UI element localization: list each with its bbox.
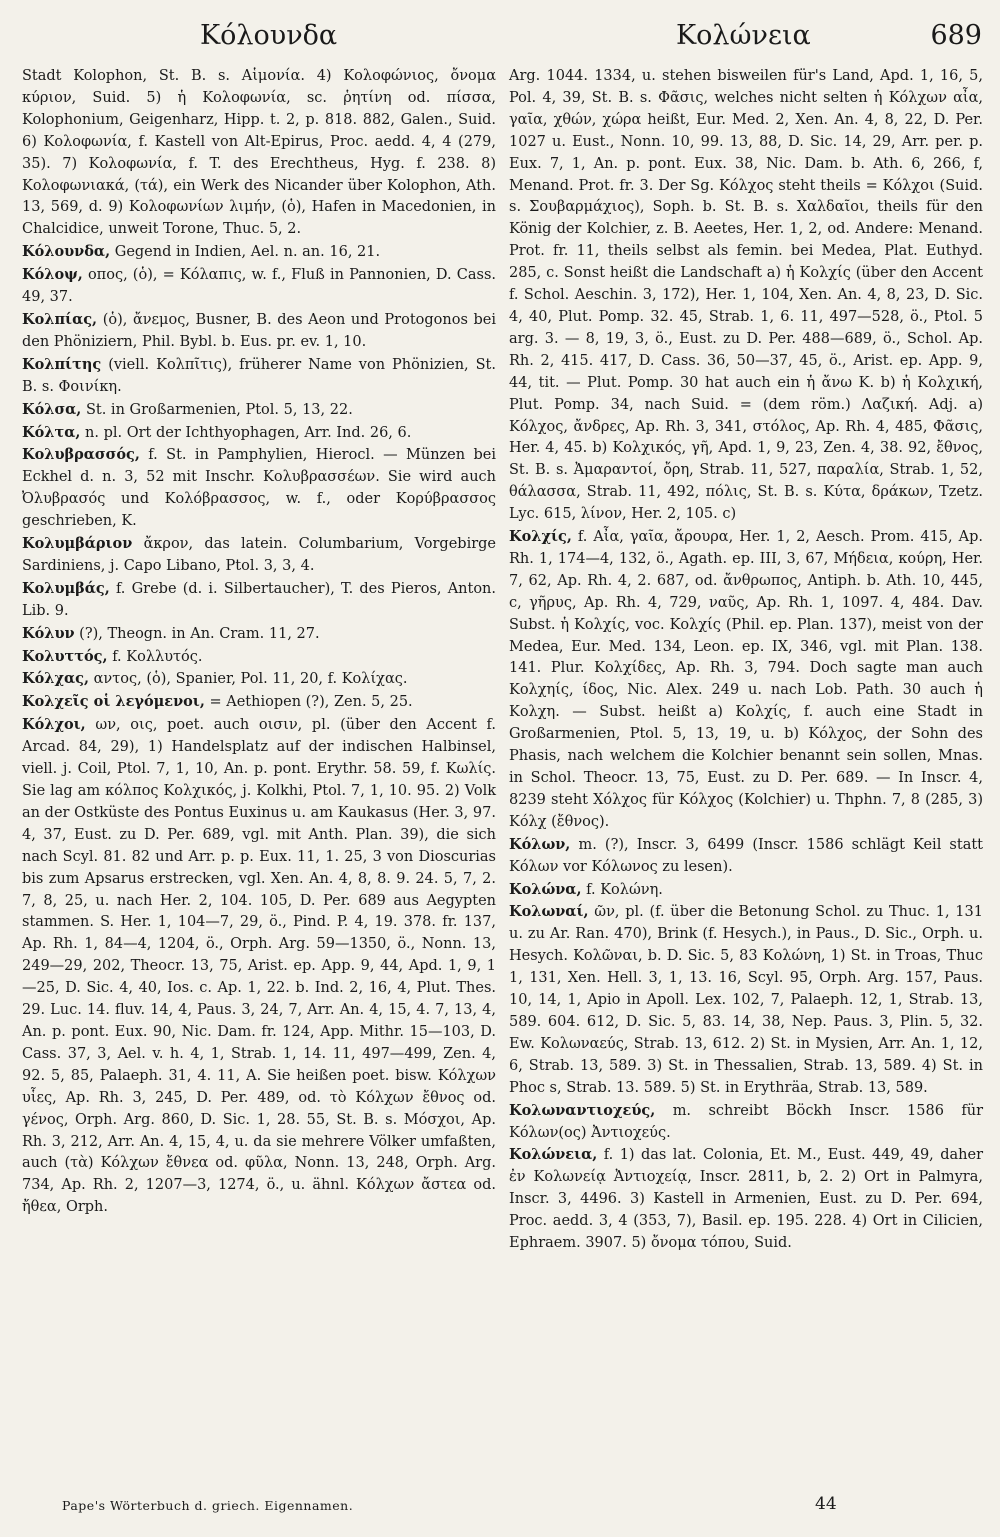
running-head-left: Κόλουνδα	[200, 20, 338, 51]
dictionary-entry	[509, 66, 983, 526]
dictionary-entry	[22, 444, 496, 533]
entry-text: Gegend in Indien, Ael. n. an. 16, 21.	[114, 244, 381, 261]
left-column	[22, 66, 496, 1219]
entry-headword: Κόλοψ,	[22, 266, 83, 284]
page-footer	[0, 1490, 1000, 1530]
entry-headword: Κολυττός,	[22, 647, 108, 665]
entry-text: f. 1) das lat. Colonia, Et. M., Eust. 449, 49, daher ἐν Κολωνείᾳ Ἀντιοχείᾳ, Inscr. 2811, b, 2. 2) Ort in Palmyra, Inscr. 3, 4496. 3) Kastell in Armenien, Eust. zu D. Per. 694, Proc. aedd. 3, 4 (353, 7), Basil. ep. 195. 228. 4) Ort in Cilicien, Ephraem. 3907. 5) ὄνομα τόπου, Suid.	[509, 1147, 983, 1252]
entry-headword: Κόλων,	[509, 835, 571, 853]
dictionary-entry	[22, 354, 496, 399]
entry-text: f. St. in Pamphylien, Hierocl. — Münzen bei Eckhel d. n. 3, 52 mit Inschr. Κολυβρασσέων. Sie wird auch Ὀλυβρασός und Κολόβρασσος, w. f., oder Κορύβρασσος geschrieben, K.	[22, 447, 496, 530]
dictionary-entry	[22, 66, 496, 241]
entry-headword: Κόλχας,	[22, 670, 90, 688]
entry-text: St. in Großarmenien, Ptol. 5, 13, 22.	[85, 401, 353, 418]
entry-headword: Κόλχοι,	[22, 716, 86, 734]
dictionary-entry	[509, 1100, 983, 1145]
dictionary-entry	[22, 646, 496, 669]
entry-text: αντος, (ὁ), Spanier, Pol. 11, 20, f. Κολίχας.	[93, 671, 408, 688]
entry-headword: Κολχίς,	[509, 528, 572, 546]
dictionary-entry	[509, 834, 983, 879]
page-number: 689	[930, 20, 982, 51]
entry-text: (viell. Κολπῖτις), früherer Name von Phönizien, St. B. s. Φοινίκη.	[22, 356, 496, 395]
dictionary-entry	[509, 526, 983, 834]
entry-text: m. schreibt Böckh Inscr. 1586 für Κόλων(ος) Ἀντιοχεύς.	[509, 1102, 984, 1141]
dictionary-entry	[22, 241, 496, 264]
entry-text: ων, οις, poet. auch οισιν, pl. (über den Accent f. Arcad. 84, 29), 1) Handelsplatz auf der indischen Halbinsel, viell. j. Coil, Ptol. 7, 1, 10, An. p. pont. Erythr. 58. 59, f. Κωλίς. Sie lag am κόλπος Κολχικός, j. Kolkhi, Ptol. 7, 1, 10. 95. 2) Volk an der Ostküste des Pontus Euxinus u. am Kaukasus (Her. 3, 97. 4, 37, Eust. zu D. Per. 689, vgl. mit Anth. Plan. 39), die sich nach Scyl. 81. 82 und Arr. p. p. Eux. 11, 1. 25, 3 von Dioscurias bis zum Apsarus erstrecken, vgl. Xen. An. 4, 8, 8. 9. 24. 5, 7, 2. 7, 8, 25, u. nach Her. 2, 104. 105, D. Per. 689 aus Aegypten stammen. S. Her. 1, 104—7, 29, ö., Pind. P. 4, 19. 378. fr. 137, Ap. Rh. 1, 84—4, 1204, ö., Orph. Arg. 59—1350, ö., Nonn. 13, 249—29, 202, Theocr. 13, 75, Arist. ep. App. 9, 44, Apd. 1, 9, 1—25, D. Sic. 4, 40, Ios. c. Ap. 1, 22. b. Ind. 2, 16, 4, Plut. Thes. 29. Luc. 14. fluv. 14, 4, Paus. 3, 24, 7, Arr. An. 4, 15, 4. 7, 13, 4, An. p. pont. Eux. 90, Nic. Dam. fr. 124, App. Mithr. 15—103, D. Cass. 37, 3, Ael. v. h. 4, 1, Strab. 1, 14. 11, 497—499, Zen. 4, 92. 5, 85, Palaeph. 31, 4. 11, A. Sie heißen poet. bisw. Κόλχων υἷες, Ap. Rh. 3, 245, D. Per. 489, od. τὸ Κόλχων ἔθνος od. γένος, Orph. Arg. 860, D. Sic. 1, 28. 55, St. B. s. Μόσχοι, Ap. Rh. 3, 212, Arr. An. 4, 15, 4, u. da sie mehrere Völker umfaßten, auch (τὰ) Κόλχων ἔθνεα od. φῦλα, Nonn. 13, 248, Orph. Arg. 734, Ap. Rh. 2, 1207—3, 1274, ö., u. ähnl. Κόλχων ἄστεα od. ἤθεα, Orph.	[22, 717, 496, 1216]
dictionary-entry	[509, 901, 983, 1099]
dictionary-entry	[22, 668, 496, 691]
footer-source-line: Pape's Wörterbuch d. griech. Eigennamen.	[62, 1498, 354, 1513]
entry-text: f. Αἶα, γαῖα, ἄρουρα, Her. 1, 2, Aesch. Prom. 415, Ap. Rh. 1, 174—4, 132, ö., Agath. ep. III, 3, 67, Μήδεια, κούρη, Her. 7, 62, Ap. Rh. 4, 2. 687, od. ἄνθρωπος, Antiph. b. Ath. 10, 445, c, γῆρυς, Ap. Rh. 4, 729, ναῦς, Ap. Rh. 1, 1097. 4, 484. Dav. Subst. ἡ Κολχίς, voc. Κολχίς (Phil. ep. Plan. 137), meist von der Medea, Eur. Med. 134, Leon. ep. IX, 346, vgl. mit Plan. 138. 141. Plur. Κολχίδες, Ap. Rh. 3, 794. Doch sagte man auch Κολχηίς, ίδος, Nic. Alex. 249 u. nach Lob. Path. 30 auch ἡ Κολχη. — Subst. heißt a) Κολχίς, f. auch eine Stadt in Großarmenien, Ptol. 5, 13, 19, u. b) Κόλχος, der Sohn des Phasis, nach welchem die Kolchier benannt sein sollen, Mnas. in Schol. Theocr. 13, 75, Eust. zu D. Per. 689. — In Inscr. 4, 8239 steht Χόλχος für Κόλχος (Kolchier) u. Thphn. 7, 8 (285, 3) Κόλχ (ἔθνος).	[509, 529, 983, 830]
entry-headword: Κολπίτης	[22, 355, 102, 373]
entry-headword: Κολχεῖς οἱ λεγόμενοι,	[22, 693, 205, 711]
entry-headword: Κολυμβάριον	[22, 535, 133, 553]
dictionary-entry	[22, 399, 496, 422]
entry-text: = Aethiopen (?), Zen. 5, 25.	[209, 694, 413, 711]
page-header	[0, 12, 1000, 62]
signature-mark: 44	[815, 1494, 837, 1514]
entry-headword: Κολωναντιοχεύς,	[509, 1101, 656, 1119]
running-head-right: Κολώνεια	[676, 20, 811, 51]
dictionary-entry	[509, 1144, 983, 1255]
entry-headword: Κόλουνδα,	[22, 243, 111, 261]
entry-headword: Κόλτα,	[22, 423, 81, 441]
entry-text: ἄκρον, das latein. Columbarium, Vorgebirge Sardiniens, j. Capo Libano, Ptol. 3, 3, 4.	[22, 536, 496, 574]
entry-text: f. Κολλυτός.	[112, 648, 203, 665]
entry-text: (ὁ), ἄνεμος, Busner, B. des Aeon und Protogonos bei den Phöniziern, Phil. Bybl. b. Eus. pr. ev. 1, 10.	[22, 311, 496, 350]
entry-headword: Κολπίας,	[22, 310, 98, 328]
right-column	[509, 66, 983, 1255]
dictionary-entry	[22, 578, 496, 623]
entry-headword: Κόλυν	[22, 624, 75, 642]
entry-headword: Κολώνα,	[509, 880, 582, 898]
entry-text: m. (?), Inscr. 3, 6499 (Inscr. 1586 schlägt Keil statt Κόλων vor Κόλωνος zu lesen).	[509, 836, 983, 875]
dictionary-entry	[22, 623, 496, 646]
dictionary-entry	[22, 264, 496, 309]
entry-text: Arg. 1044. 1334, u. stehen bisweilen für's Land, Apd. 1, 16, 5, Pol. 4, 39, St. B. s. Φᾶσις, welches nicht selten ἡ Κόλχων αἶα, γαῖα, χθών, χώρα heißt, Eur. Med. 2, Xen. An. 4, 8, 22, D. Per. 1027 u. Eust., Nonn. 10, 99. 13, 88, D. Sic. 14, 29, Arr. per. p. Eux. 7, 1, An. p. pont. Eux. 38, Nic. Dam. b. Ath. 6, 266, f, Menand. Prot. fr. 3. Der Sg. Κόλχος steht theils = Κόλχοι (Suid. s. Σουβαρμάχιος), Soph. b. St. B. s. Χαλδαῖοι, theils für den König der Kolchier, z. B. Aeetes, Her. 1, 2, od. Andere: Menand. Prot. fr. 11, theils selbst als femin. bei Medea, Plat. Euthyd. 285, c. Sonst heißt die Landschaft a) ἡ Κολχίς (über den Accent f. Schol. Aeschin. 3, 172), Her. 1, 104, Xen. An. 4, 8, 23, D. Sic. 4, 40, Plut. Pomp. 32. 45, Strab. 1, 6. 11, 497—528, ö., Ptol. 5 arg. 3. — 8, 19, 3, ö., Eust. zu D. Per. 488—689, ö., Schol. Ap. Rh. 2, 415. 417, D. Cass. 36, 50—37, 45, ö., Arist. ep. App. 9, 44, tit. — Plut. Pomp. 30 hat auch ein ἡ ἄνω Κ. b) ἡ Κολχική, Plut. Pomp. 34, nach Suid. = (dem röm.) Λαζική. Adj. a) Κόλχος, ἄνδρες, Ap. Rh. 3, 341, στόλος, Ap. Rh. 4, 485, Φᾶσις, Her. 4, 45. b) Κολχικός, γῆ, Apd. 1, 9, 23, Zen. 4, 38. 92, ἔθνος, St. B. s. Ἀμαραντοί, ὄρη, Strab. 11, 527, παραλία, Strab. 1, 52, θάλασσα, Strab. 11, 492, πόλις, St. B. s. Κύτα, δράκων, Tzetz. Lyc. 615, λίνον, Her. 2, 105. c)	[509, 68, 983, 523]
dictionary-entry	[509, 879, 983, 902]
dictionary-entry	[22, 309, 496, 354]
entry-headword: Κολυβρασσός,	[22, 446, 140, 464]
entry-headword: Κολυμβάς,	[22, 579, 110, 597]
dictionary-body	[0, 66, 1000, 1466]
entry-text: ῶν, pl. (f. über die Betonung Schol. zu Thuc. 1, 131 u. zu Ar. Ran. 470), Brink (f. Hesych.), in Paus., D. Sic., Orph. u. Hesych. Κολῶναι, b. D. Sic. 5, 83 Κολώνη, 1) St. in Troas, Thuc 1, 131, Xen. Hell. 3, 1, 13. 16, Scyl. 95, Orph. Arg. 157, Paus. 10, 14, 1, Apio in Apoll. Lex. 102, 7, Palaeph. 12, 1, Strab. 13, 589. 604. 612, D. Sic. 5, 83. 14, 38, Nep. Paus. 3, Plin. 5, 32. Ew. Κολωναεύς, Strab. 13, 612. 2) St. in Mysien, Arr. An. 1, 12, 6, Strab. 13, 589. 3) St. in Thessalien, Strab. 13, 589. 4) St. in Phoc s, Strab. 13. 589. 5) St. in Erythräa, Strab. 13, 589.	[509, 904, 983, 1096]
entry-text: (?), Theogn. in An. Cram. 11, 27.	[79, 625, 320, 642]
entry-text: Stadt Kolophon, St. B. s. Αἱμονία. 4) Κολοφώνιος, ὄνομα κύριον, Suid. 5) ἡ Κολοφωνία, sc. ῥητίνη od. πίσσα, Kolophonium, Geigenharz, Hipp. t. 2, p. 818. 882, Galen., Suid. 6) Κολοφωνία, f. Kastell von Alt-Epirus, Proc. aedd. 4, 4 (279, 35). 7) Κολοφωνία, f. T. des Erechtheus, Hyg. f. 238. 8) Κολοφωνιακά, (τά), ein Werk des Nicander über Kolophon, Ath. 13, 569, d. 9) Κολοφωνίων λιμήν, (ὁ), Hafen in Macedonien, in Chalcidice, unweit Torone, Thuc. 5, 2.	[22, 68, 496, 238]
entry-text: f. Κολώνη.	[586, 881, 663, 898]
entry-text: οπος, (ὁ), = Κόλαπις, w. f., Fluß in Pannonien, D. Cass. 49, 37.	[22, 267, 497, 306]
entry-headword: Κολώνεια,	[509, 1146, 598, 1164]
dictionary-entry	[22, 714, 496, 1219]
entry-headword: Κολωναί,	[509, 903, 589, 921]
dictionary-entry	[22, 422, 496, 445]
dictionary-entry	[22, 533, 496, 578]
entry-text: n. pl. Ort der Ichthyophagen, Arr. Ind. 26, 6.	[85, 424, 412, 441]
entry-headword: Κόλσα,	[22, 400, 82, 418]
dictionary-entry	[22, 691, 496, 714]
entry-text: f. Grebe (d. i. Silbertaucher), T. des Pieros, Anton. Lib. 9.	[22, 580, 497, 619]
